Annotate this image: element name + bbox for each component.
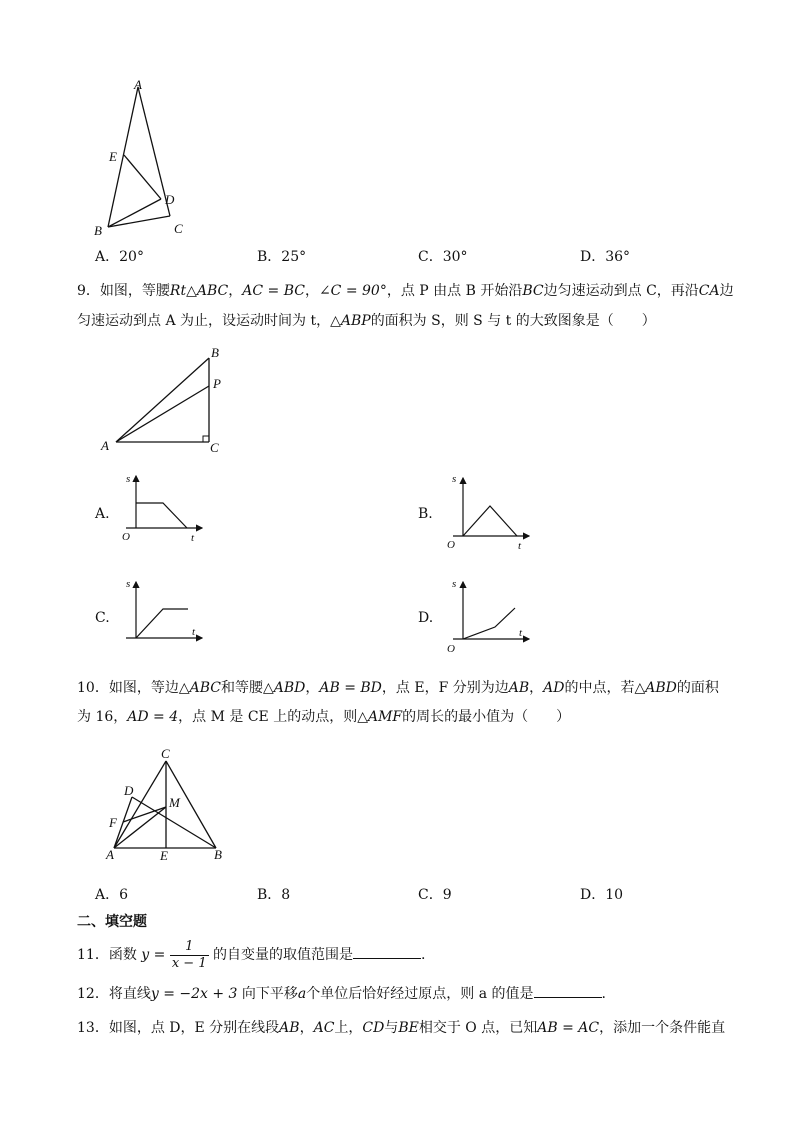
q8-option-a[interactable]: A．20°	[95, 249, 144, 265]
q9-graph-c	[118, 575, 208, 650]
q9-label-p: P	[213, 376, 221, 391]
q10-label-b: B	[214, 847, 222, 862]
q10-stem-line1: 10．如图，等边△ABC和等腰△ABD，AB = BD，点 E，F 分别为边AB，AD的中点，若△ABD的面积	[77, 680, 719, 696]
q9-label-b: B	[211, 345, 219, 360]
q9-option-d[interactable]: D.	[418, 610, 434, 626]
q9-graph-a-o: O	[122, 531, 130, 543]
q9-option-b[interactable]: B.	[418, 506, 433, 522]
q10-label-m: M	[169, 795, 180, 810]
q10-label-c: C	[161, 746, 170, 761]
q8-label-a: A	[134, 77, 142, 92]
q9-label-a: A	[101, 438, 109, 453]
q9-graph-c-s: s	[126, 578, 131, 590]
q12-stem: 12．将直线y = −2x + 3 向下平移a个单位后恰好经过原点，则 a 的值是 .	[77, 983, 606, 1005]
q9-graph-b	[445, 470, 535, 550]
q9-graph-b-t: t	[518, 540, 522, 552]
q9-stem-line2: 匀速运动到点 A 为止，设运动时间为 t，△ABP的面积为 S，则 S 与 t 的大致图象是（ ）	[77, 313, 656, 329]
section-heading-fill-in: 二、填空题	[77, 914, 147, 930]
q8-label-b: B	[94, 223, 102, 238]
q9-graph-b-o: O	[447, 539, 455, 551]
q10-option-d[interactable]: D．10	[580, 887, 624, 903]
q9-graph-a	[118, 470, 208, 550]
q8-option-c[interactable]: C．30°	[418, 249, 468, 265]
q10-label-a: A	[106, 847, 114, 862]
q8-option-b[interactable]: B．25°	[257, 249, 307, 265]
q9-option-a[interactable]: A.	[95, 506, 110, 522]
q9-graph-b-s: s	[452, 473, 457, 485]
q9-graph-a-s: s	[126, 473, 131, 485]
q10-label-f: F	[109, 815, 117, 830]
q10-triangle-figure	[100, 745, 240, 865]
q9-graph-d-t: t	[519, 627, 523, 639]
q10-label-d: D	[124, 783, 134, 798]
q9-graph-a-t: t	[191, 532, 195, 544]
q8-label-e: E	[109, 149, 117, 164]
q8-label-c: C	[174, 221, 183, 236]
q11-stem: 11．函数 y = $\frac{1}{x - 1}$ 的自变量的取值范围是 .	[77, 938, 426, 971]
q10-label-e: E	[160, 848, 168, 863]
q9-graph-c-t: t	[192, 626, 196, 638]
q9-stem-line1: 9．如图，等腰Rt△ABC，AC = BC，∠C = 90°，点 P 由点 B 开始沿BC边匀速运动到点 C，再沿CA边	[77, 283, 734, 299]
q9-graph-d	[445, 575, 535, 655]
q9-option-c[interactable]: C.	[95, 610, 110, 626]
q9-label-c: C	[210, 440, 219, 455]
q10-option-a[interactable]: A．6	[95, 887, 129, 903]
q11-fraction: $\frac{1}{x - 1}$	[171, 938, 207, 971]
q10-stem-line2: 为 16，AD = 4，点 M 是 CE 上的动点，则△AMF的周长的最小值为（ ）	[77, 709, 571, 725]
q11-answer-blank[interactable]	[353, 944, 421, 959]
q12-answer-blank[interactable]	[534, 983, 602, 998]
q13-stem: 13．如图，点 D，E 分别在线段AB，AC上，CD与BE相交于 O 点，已知AB = AC，添加一个条件能直	[77, 1020, 726, 1036]
q10-option-b[interactable]: B．8	[257, 887, 291, 903]
q9-right-triangle-figure	[98, 345, 238, 455]
q8-label-d: D	[165, 192, 175, 207]
q10-option-c[interactable]: C．9	[418, 887, 452, 903]
q8-option-d[interactable]: D．36°	[580, 249, 631, 265]
q9-graph-d-s: s	[452, 578, 457, 590]
q9-graph-d-o: O	[447, 643, 455, 655]
q8-triangle-figure	[90, 75, 200, 240]
